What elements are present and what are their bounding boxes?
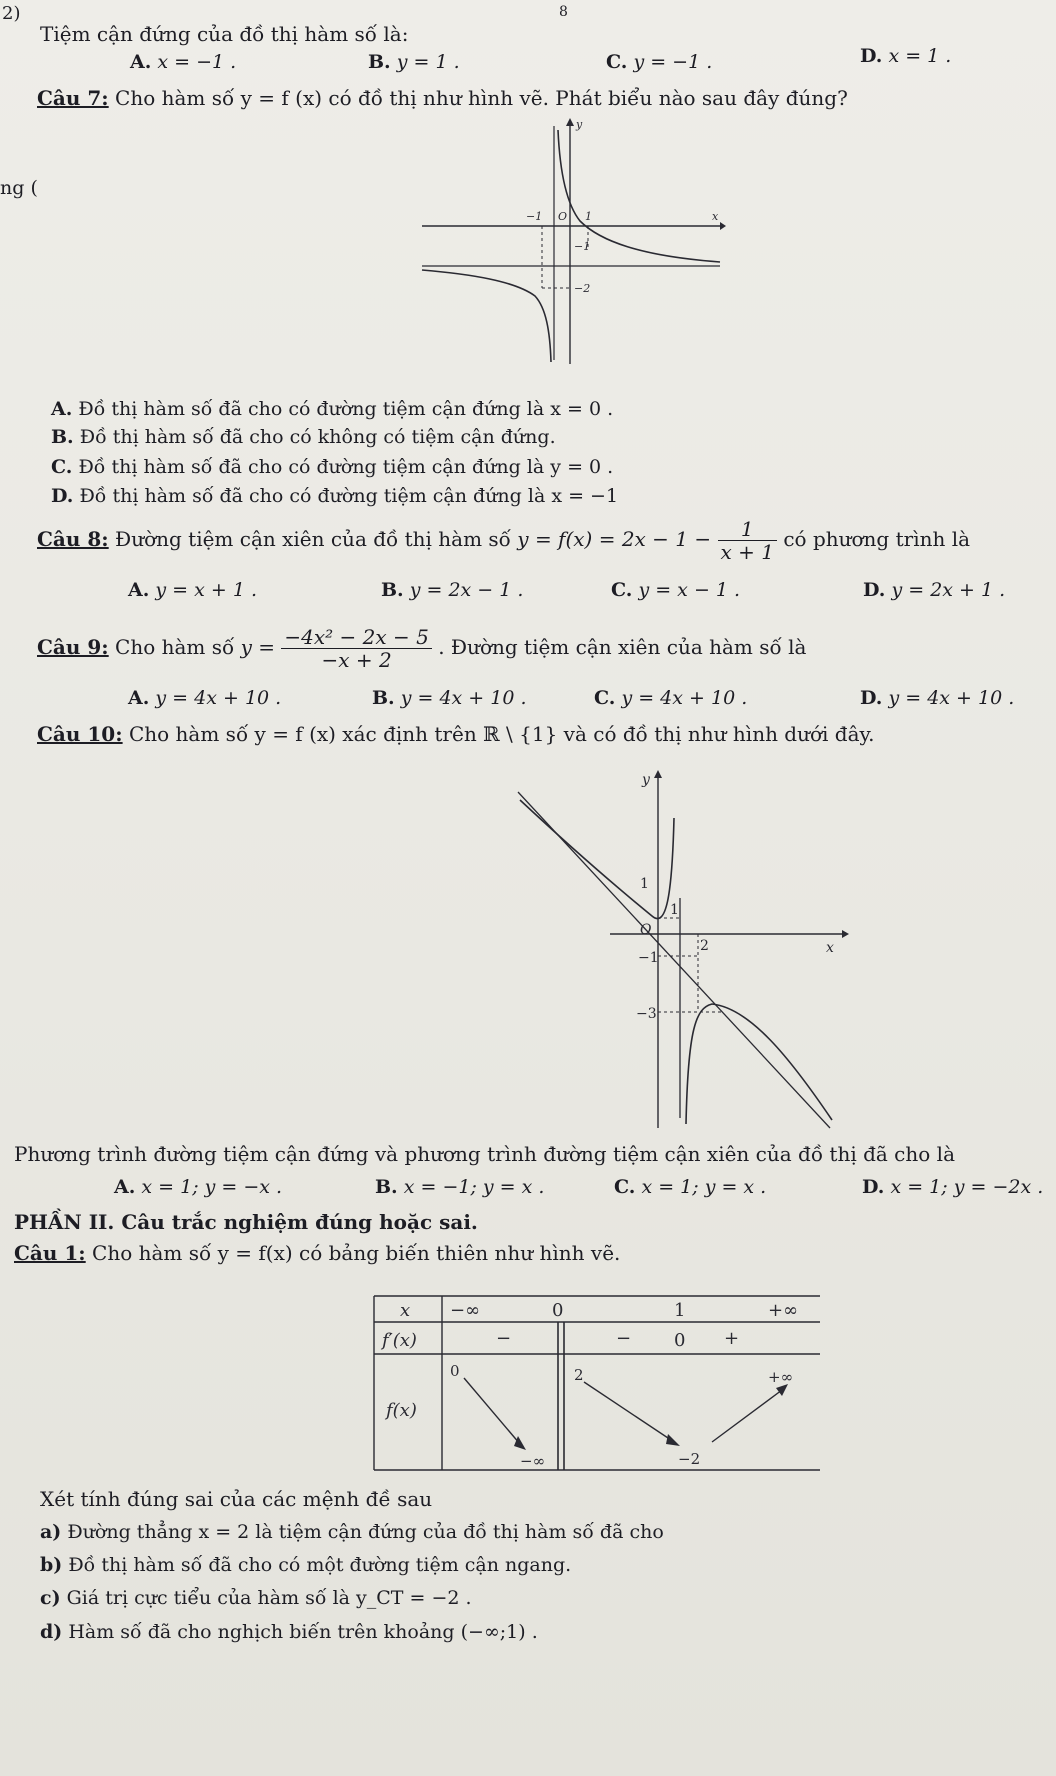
q10-question — [37, 722, 875, 746]
part2-q1-stem: Cho hàm số y = f(x) có bảng biến thiên như hình vẽ. — [92, 1241, 621, 1265]
q10-y-arrow — [654, 770, 662, 778]
q10-curve-left — [520, 800, 674, 919]
statement-a[interactable]: a) Đường thẳng x = 2 là tiệm cận đứng của đồ thị hàm số đã cho — [40, 1521, 664, 1543]
q9-fraction: $\frac{\text{−4x² − 2x − 5}}{-x + 2}$ — [281, 626, 431, 671]
q7-option-c[interactable]: C. Đồ thị hàm số đã cho có đường tiệm cận đứng là y = 0 . — [51, 456, 614, 478]
q7-curve-left — [422, 270, 551, 362]
vt-arrow-down-right — [584, 1382, 674, 1442]
q9-option-a[interactable]: A. y = 4x + 10 . — [128, 687, 282, 709]
q10-stem: Cho hàm số y = f (x) xác định trên ℝ \ {1} và có đồ thị như hình dưới đây. — [128, 722, 875, 746]
q10-oblique-asymptote — [518, 792, 830, 1128]
q9-question — [37, 626, 806, 671]
q10-label-m3: −3 — [636, 1006, 657, 1022]
q7-y-arrow — [566, 118, 574, 126]
q10-label-two: 2 — [700, 938, 709, 954]
q7-stem: Cho hàm số y = f (x) có đồ thị như hình vẽ. Phát biểu nào sau đây đúng? — [115, 86, 848, 110]
statement-d[interactable]: d) Hàm số đã cho nghịch biến trên khoảng (−∞;1) . — [40, 1621, 538, 1643]
q9-option-b[interactable]: B. y = 4x + 10 . — [372, 687, 527, 709]
q8-stem-after: có phương trình là — [783, 527, 971, 551]
margin-fragment: ng ( — [0, 177, 38, 199]
q9-option-d[interactable]: D. y = 4x + 10 . — [860, 687, 1015, 709]
q6-option-d[interactable]: D. x = 1 . — [860, 45, 952, 67]
q8-question — [37, 518, 970, 563]
q6-option-b[interactable]: B. y = 1 . — [368, 51, 460, 73]
q9-formula: y = — [240, 635, 276, 659]
q8-formula: y = f(x) = 2x − 1 − — [517, 527, 712, 551]
part2-q1-number: Câu 1: — [14, 1241, 86, 1265]
q8-option-a[interactable]: A. y = x + 1 . — [128, 579, 258, 601]
vt-label-x: x — [400, 1300, 411, 1321]
q10-option-c[interactable]: C. x = 1; y = x . — [614, 1176, 767, 1198]
statement-c[interactable]: c) Giá trị cực tiểu của hàm số là y_CT = −2 . — [40, 1587, 472, 1609]
q7-option-b[interactable]: B. Đồ thị hàm số đã cho có không có tiệm cận đứng. — [51, 426, 556, 448]
corner-number: 2) — [2, 3, 21, 24]
q10-sub-question: Phương trình đường tiệm cận đứng và phương trình đường tiệm cận xiên của đồ thị đã cho là — [14, 1142, 955, 1166]
vt-f-1: −∞ — [520, 1452, 546, 1470]
variation-table — [372, 1294, 822, 1474]
vt-fp-2: 0 — [674, 1330, 686, 1351]
vt-label-f: f(x) — [386, 1400, 417, 1421]
q10-label-one-top: 1 — [670, 902, 679, 918]
q9-stem-after: . Đường tiệm cận xiên của hàm số là — [438, 635, 807, 659]
q10-label-y: y — [642, 772, 650, 788]
q7-x-arrow — [720, 222, 726, 230]
q7-option-d[interactable]: D. Đồ thị hàm số đã cho có đường tiệm cận đứng là x = −1 — [51, 485, 619, 507]
q7-label-o: O — [558, 210, 568, 223]
q7-label-y: y — [576, 118, 583, 131]
q10-label-one-left: 1 — [640, 876, 649, 892]
q7-label-x: x — [712, 210, 719, 223]
q8-fraction: $\frac{1}{x + 1}$ — [718, 518, 777, 563]
vt-label-fp: f′(x) — [382, 1330, 417, 1351]
q8-option-b[interactable]: B. y = 2x − 1 . — [381, 579, 524, 601]
part2-q1 — [14, 1241, 620, 1265]
q7-label-ym2: −2 — [574, 282, 591, 295]
q6-option-a[interactable]: A. x = −1 . — [130, 51, 237, 73]
vt-f-4: +∞ — [768, 1368, 794, 1386]
statement-b[interactable]: b) Đồ thị hàm số đã cho có một đường tiệm cận ngang. — [40, 1554, 572, 1576]
q10-label-o: O — [640, 922, 652, 938]
part2-title: PHẦN II. Câu trắc nghiệm đúng hoặc sai. — [14, 1210, 478, 1234]
q8-option-c[interactable]: C. y = x − 1 . — [611, 579, 741, 601]
q10-label-m1: −1 — [638, 950, 659, 966]
vt-x-0: −∞ — [450, 1300, 481, 1321]
vt-x-1: 0 — [552, 1300, 564, 1321]
q7-number: Câu 7: — [37, 86, 109, 110]
q8-number: Câu 8: — [37, 527, 109, 551]
vt-arrowhead-down-right — [666, 1434, 680, 1446]
vt-x-2: 1 — [674, 1300, 686, 1321]
q7-label-ym1: −1 — [574, 240, 591, 253]
vt-f-3: −2 — [678, 1450, 701, 1468]
vt-x-3: +∞ — [768, 1300, 799, 1321]
q10-option-d[interactable]: D. x = 1; y = −2x . — [862, 1176, 1044, 1198]
vt-f-0: 0 — [450, 1362, 460, 1380]
q7-label-m1: −1 — [526, 210, 543, 223]
q7-label-p1: 1 — [585, 210, 592, 223]
q8-option-d[interactable]: D. y = 2x + 1 . — [863, 579, 1006, 601]
q10-option-a[interactable]: A. x = 1; y = −x . — [114, 1176, 283, 1198]
q8-stem-before: Đường tiệm cận xiên của đồ thị hàm số — [115, 527, 511, 551]
q10-x-arrow — [842, 930, 849, 938]
q9-stem-before: Cho hàm số — [115, 635, 235, 659]
q7-question — [37, 86, 848, 110]
q7-option-a[interactable]: A. Đồ thị hàm số đã cho có đường tiệm cận đứng là x = 0 . — [51, 398, 614, 420]
q9-option-c[interactable]: C. y = 4x + 10 . — [594, 687, 748, 709]
q6-stem: Tiệm cận đứng của đồ thị hàm số là: — [40, 22, 409, 46]
q10-number: Câu 10: — [37, 722, 123, 746]
q10-option-b[interactable]: B. x = −1; y = x . — [375, 1176, 545, 1198]
vt-fp-0: − — [496, 1328, 512, 1349]
top-mark: 8 — [559, 4, 568, 20]
q10-label-x: x — [826, 940, 834, 956]
vt-fp-3: + — [724, 1328, 740, 1349]
vt-arrow-up-right — [712, 1390, 782, 1442]
q9-number: Câu 9: — [37, 635, 109, 659]
vt-fp-1: − — [616, 1328, 632, 1349]
q10-graph — [490, 768, 850, 1140]
vt-f-2: 2 — [574, 1366, 584, 1384]
part2-instruction: Xét tính đúng sai của các mệnh đề sau — [40, 1487, 433, 1511]
q6-option-c[interactable]: C. y = −1 . — [606, 51, 713, 73]
q7-graph — [420, 116, 726, 366]
vt-arrow-down-left — [464, 1378, 520, 1444]
